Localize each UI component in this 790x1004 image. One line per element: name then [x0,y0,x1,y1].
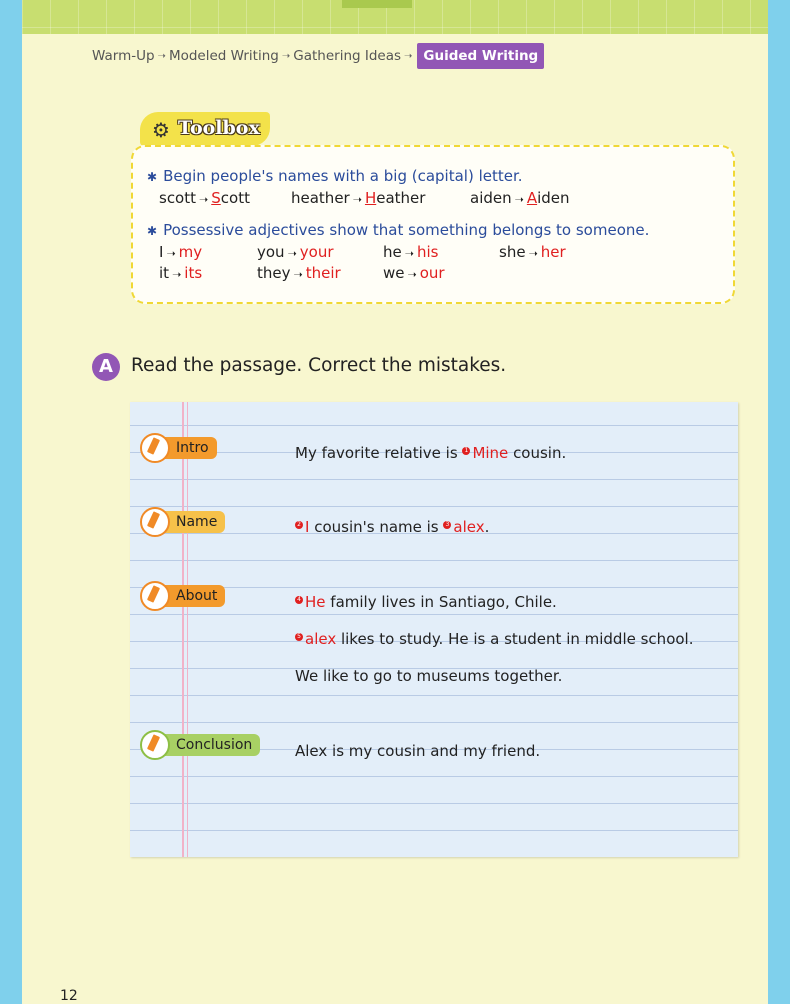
pencil-icon [140,581,170,611]
possessive-example: you ➝ your [257,243,334,261]
right-edge [768,0,790,1004]
name-example: heather ➝ Heather [291,189,426,207]
arrow-right-icon: ➝ [404,50,413,62]
toolbox-rule-possessives: ✱ Possessive adjectives show that something belongs to someone. [147,221,650,239]
gear-icon: ⚙ [152,118,170,142]
possessive-example: he ➝ his [383,243,439,261]
possessive-example: they ➝ their [257,264,341,282]
possessive-example: we ➝ our [383,264,445,282]
passage-about-line-1: 4 He family lives in Santiago, Chile. [295,593,557,611]
arrow-right-icon: ➝ [281,50,291,62]
asterisk-icon: ✱ [147,170,158,184]
label-name: Name [142,511,225,533]
passage-about-line-3: We like to go to museums together. [295,667,563,685]
breadcrumb-step: Gathering Ideas [293,48,402,64]
top-band [22,0,768,34]
breadcrumb-active-step: Guided Writing [417,43,544,69]
possessive-example: it ➝ its [159,264,203,282]
breadcrumb [92,42,544,70]
passage-about-line-2: 5 alex likes to study. He is a student in middle school. [295,630,693,648]
label-intro: Intro [142,437,217,459]
name-example: aiden ➝ Aiden [470,189,570,207]
toolbox-title: Toolbox [178,117,260,139]
passage-conclusion-line: Alex is my cousin and my friend. [295,742,541,760]
toolbox-rule-capitals: ✱ Begin people's names with a big (capital) letter. [147,167,523,185]
page-number: 12 [60,988,78,1004]
section-letter-badge: A [92,353,120,381]
label-about: About [142,585,225,607]
breadcrumb-step: Warm-Up [92,48,155,64]
lined-paper [130,402,738,857]
toolbox-box [131,145,735,304]
possessive-example: I ➝ my [159,243,203,261]
pencil-icon [140,433,170,463]
left-edge [0,0,22,1004]
possessive-example: she ➝ her [499,243,566,261]
section-instruction: Read the passage. Correct the mistakes. [131,355,507,376]
label-conclusion: Conclusion [142,734,260,756]
breadcrumb-step: Modeled Writing [168,48,279,64]
arrow-right-icon: ➝ [157,50,166,62]
asterisk-icon: ✱ [147,224,158,238]
passage-intro-line: My favorite relative is 1 Mine cousin. [295,444,567,462]
passage-name-line: 2 I cousin's name is 3 alex. [295,518,489,536]
name-example: scott ➝ Scott [159,189,250,207]
toolbox-title-tag [140,112,270,146]
pencil-icon [140,730,170,760]
pencil-icon [140,507,170,537]
